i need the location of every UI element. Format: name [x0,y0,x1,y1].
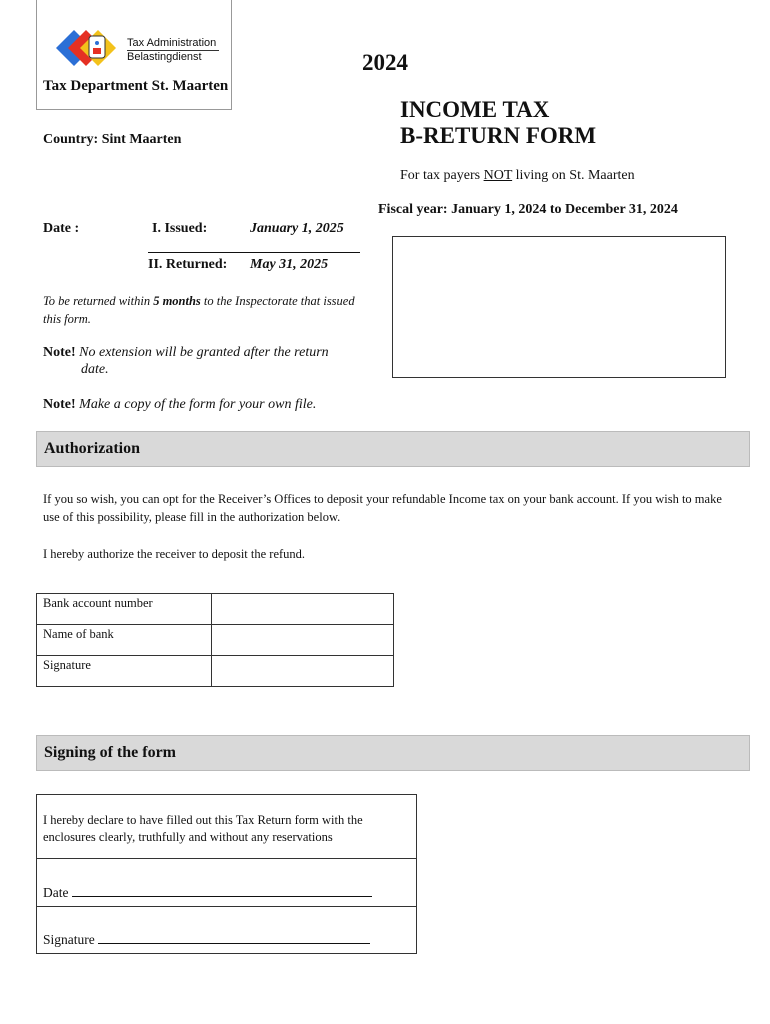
auth-signature-label: Signature [37,656,212,687]
issued-date: January 1, 2025 [250,221,344,236]
country-label: Country: Sint Maarten [43,132,182,147]
bank-name-field[interactable] [212,625,394,656]
form-subtitle [400,168,635,184]
subtitle-emphasis: NOT [483,168,513,183]
return-note-prefix: To be returned within [43,294,154,308]
signing-date-row [43,884,372,901]
table-row [37,625,394,656]
department-name: Tax Department St. Maarten [43,78,229,94]
authorization-title: Authorization [44,440,140,457]
return-deadline-note [43,292,373,328]
signing-title: Signing of the form [44,744,176,761]
signing-signature-row [43,931,370,948]
office-stamp-box [392,236,726,378]
note-no-extension [43,343,363,362]
note-make-copy [43,397,316,413]
bank-details-table [36,593,394,687]
signing-declaration: I hereby declare to have filled out this Tax Return form with the enclosures clearly, truthfully and without any reservations [43,813,363,844]
signing-signature-field[interactable] [98,931,370,944]
authorization-description: If you so wish, you can opt for the Receiver’s Offices to deposit your refundable Income tax on your bank account. If you wish to make use of this possibility, please fill in the authorization below. [43,492,722,524]
form-year: 2024 [362,50,408,75]
logo-text-line2: Belastingdienst [127,51,202,63]
bank-name-label: Name of bank [37,625,212,656]
auth-signature-field[interactable] [212,656,394,687]
note1-text: No extension will be granted after the return [75,345,329,360]
issued-divider [148,252,360,253]
subtitle-prefix: For tax payers [400,168,484,183]
note2-label: Note! [43,397,76,412]
signing-divider-1 [36,858,417,859]
date-label: Date : [43,221,80,236]
issued-label: I. Issued: [152,221,208,236]
tax-administration-logo-icon [52,26,124,78]
return-note-emphasis: 5 months [153,294,201,308]
returned-label: II. Returned: [148,257,228,272]
signing-signature-label: Signature [43,932,99,947]
note2-text: Make a copy of the form for your own file. [75,397,317,412]
bank-account-field[interactable] [212,594,394,625]
form-title-line2: B-RETURN FORM [400,123,597,148]
signing-header [36,735,750,771]
note1-label: Note! [43,345,76,360]
authorization-statement: I hereby authorize the receiver to deposit the refund. [43,547,306,561]
form-title-line1: INCOME TAX [400,97,550,122]
authorization-header [36,431,750,467]
note1-text-line2: date. [81,362,109,377]
logo-text-line1: Tax Administration [127,37,217,49]
fiscal-year: Fiscal year: January 1, 2024 to December 31, 2024 [378,202,678,217]
signing-date-field[interactable] [72,884,372,897]
signing-divider-2 [36,906,417,907]
table-row [37,656,394,687]
returned-date: May 31, 2025 [250,257,329,272]
table-row [37,594,394,625]
return-note-suffix: to the Inspectorate that issued this form. [43,294,355,326]
subtitle-suffix: living on St. Maarten [512,168,635,183]
bank-account-label: Bank account number [37,594,212,625]
signing-date-label: Date [43,885,72,900]
